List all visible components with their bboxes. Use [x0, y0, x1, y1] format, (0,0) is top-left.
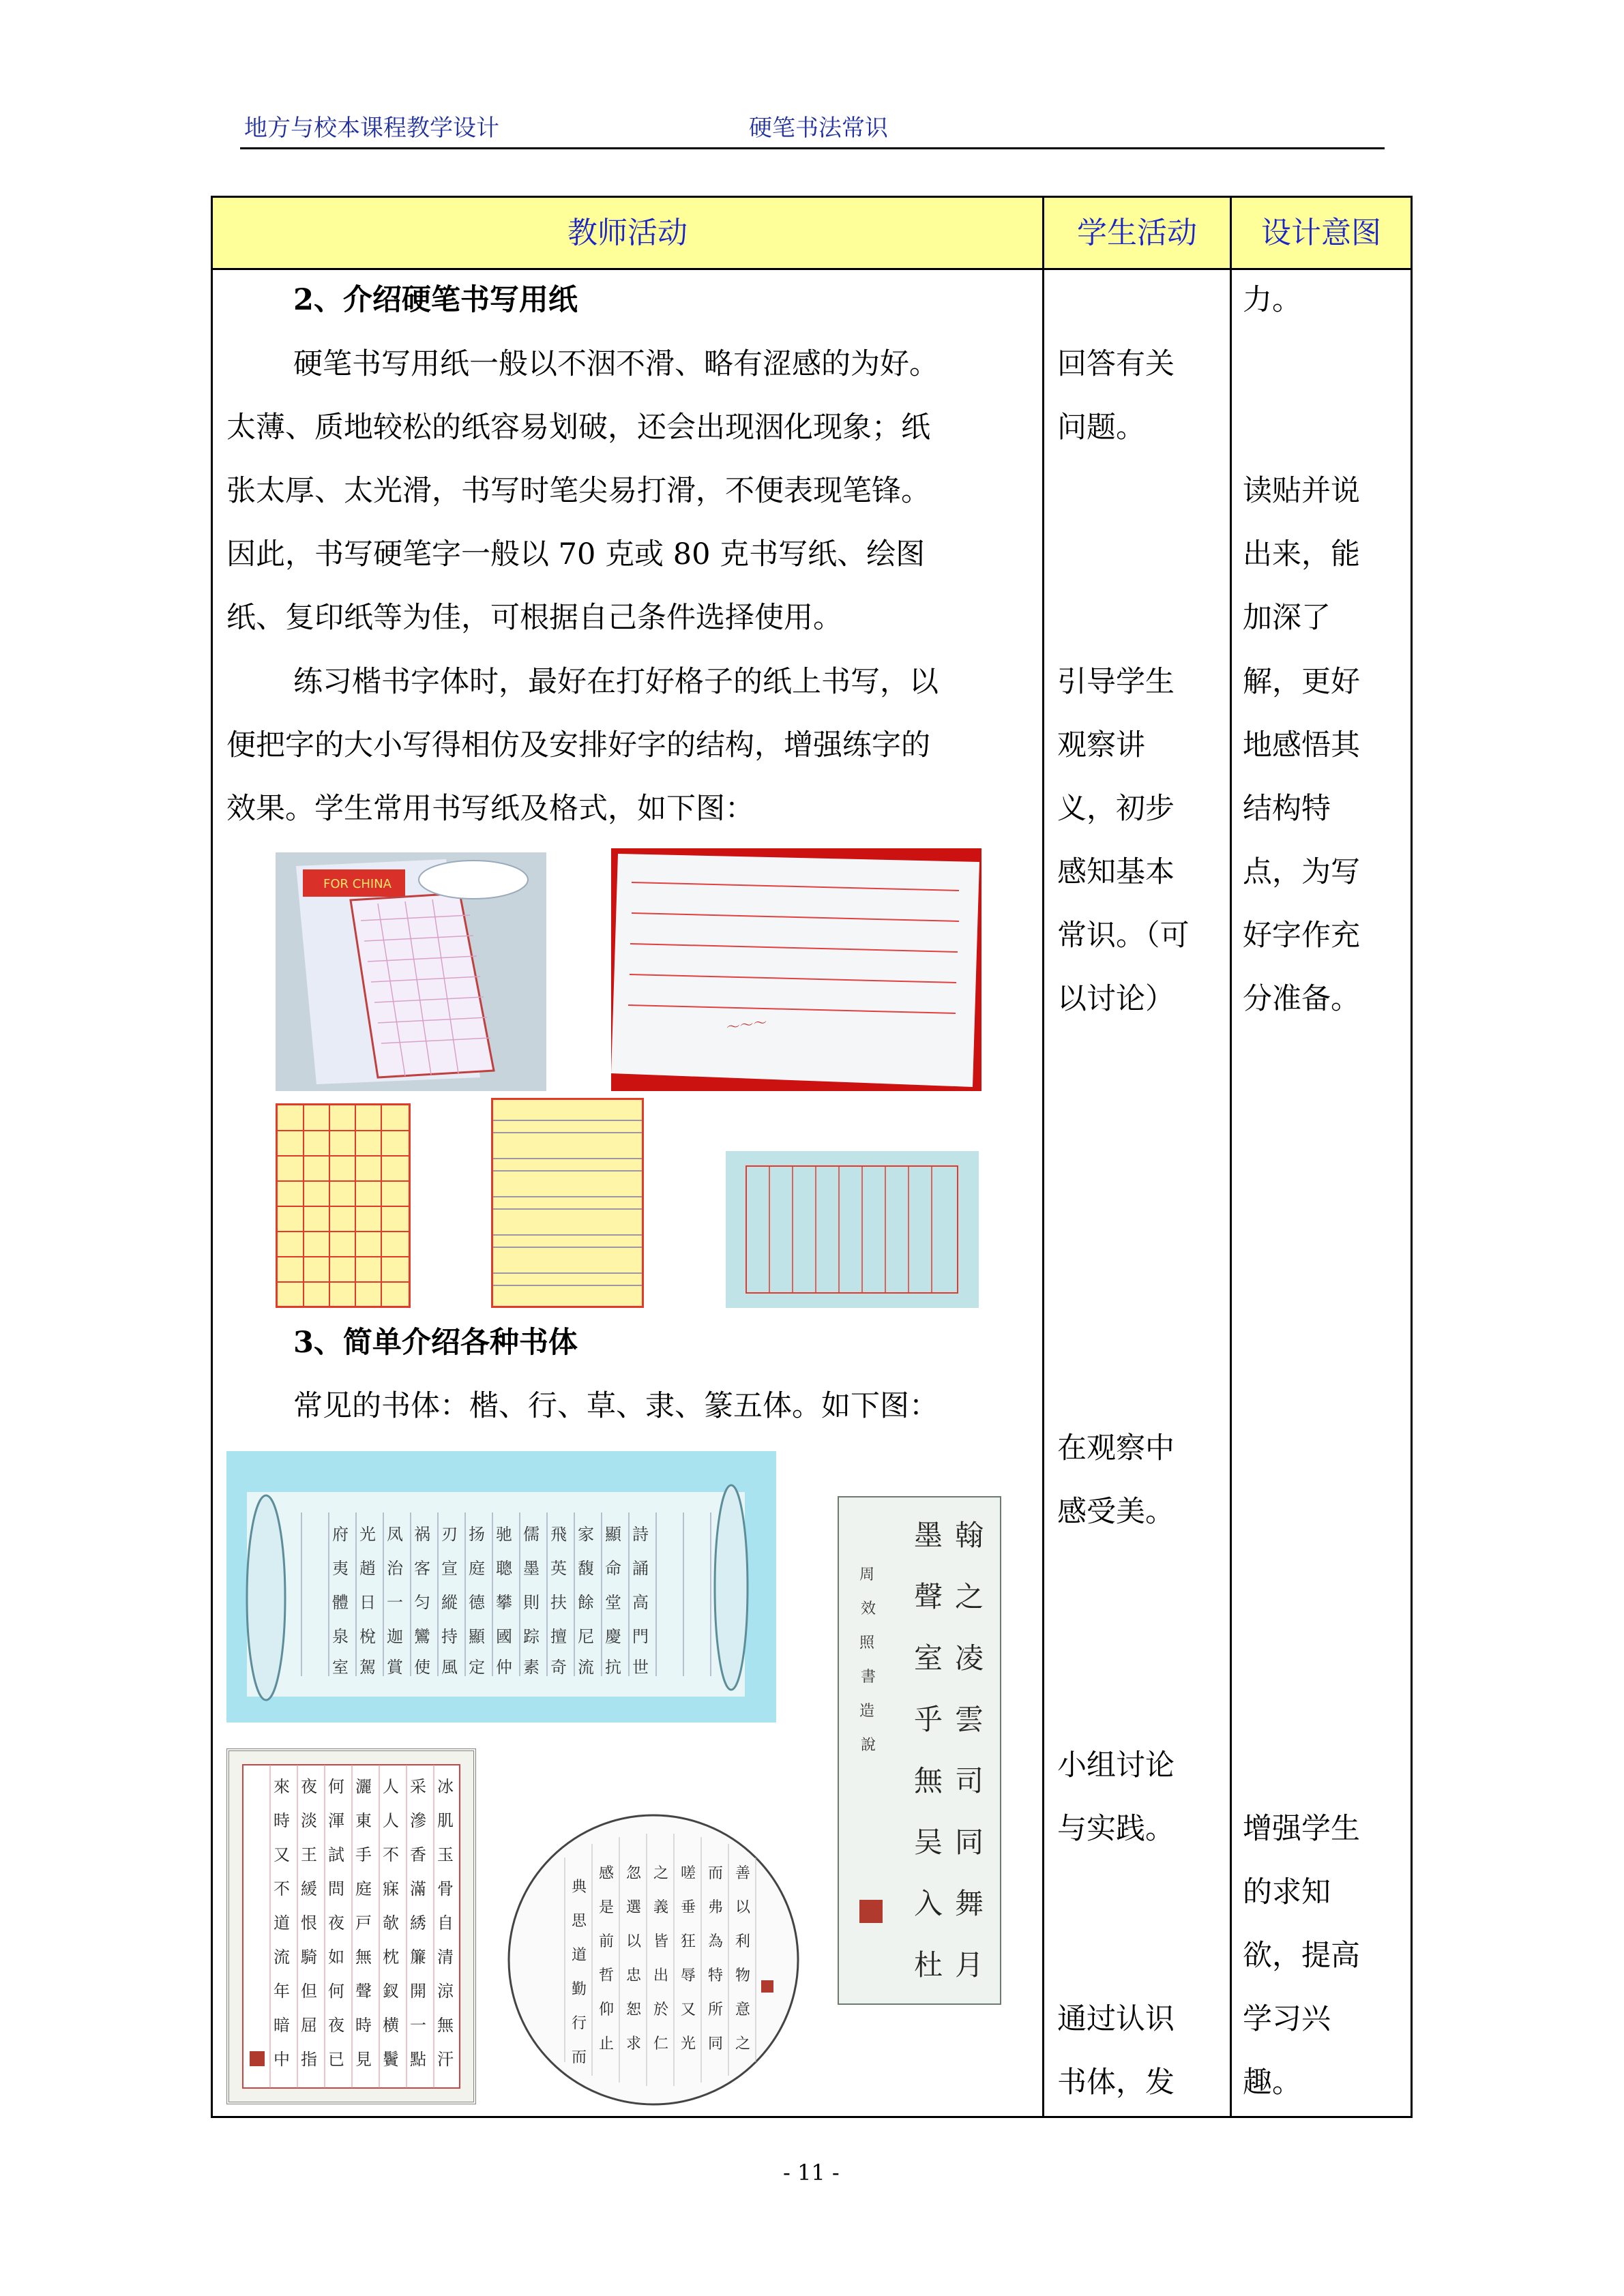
svg-text:同: 同	[708, 2036, 724, 2053]
svg-text:前: 前	[599, 1933, 615, 1950]
student-line-10: 感受美。	[1057, 1495, 1175, 1529]
svg-text:中: 中	[274, 2050, 290, 2069]
svg-text:書: 書	[861, 1669, 876, 1686]
svg-text:聲: 聲	[914, 1580, 943, 1613]
zhuanshu-vertical-sample	[838, 1496, 1001, 2005]
section-2-title: 2、介绍硬笔书写用纸	[293, 283, 578, 317]
svg-text:世: 世	[632, 1658, 649, 1677]
svg-text:使: 使	[414, 1658, 430, 1677]
paragraph-1-line-4: 因此，书写硬笔字一般以 70 克或 80 克书写纸、绘图	[226, 537, 926, 571]
svg-text:刃: 刃	[441, 1525, 458, 1544]
svg-text:物: 物	[735, 1967, 751, 1984]
svg-text:一: 一	[410, 2016, 426, 2035]
svg-text:之: 之	[735, 2036, 751, 2053]
lined-format-sample	[491, 1098, 644, 1308]
svg-text:不: 不	[383, 1845, 399, 1864]
svg-text:枕: 枕	[383, 1948, 399, 1967]
svg-text:又: 又	[274, 1845, 290, 1864]
svg-text:滲: 滲	[410, 1811, 426, 1830]
svg-text:來: 來	[274, 1777, 290, 1796]
svg-text:詩: 詩	[632, 1525, 649, 1544]
svg-text:杜: 杜	[914, 1948, 943, 1982]
design-line-7: 结构特	[1243, 792, 1331, 826]
svg-text:年: 年	[274, 1982, 290, 2001]
svg-text:素: 素	[523, 1658, 540, 1677]
student-line-4: 观察讲	[1057, 728, 1145, 762]
svg-text:客: 客	[414, 1559, 430, 1578]
svg-text:雲: 雲	[955, 1703, 984, 1736]
svg-text:道: 道	[274, 1913, 290, 1933]
svg-text:開: 開	[410, 1982, 426, 2001]
design-line-3: 出来，能	[1243, 537, 1360, 571]
svg-text:月: 月	[955, 1948, 984, 1982]
svg-text:但: 但	[301, 1982, 317, 2001]
header-rule	[240, 147, 1385, 149]
svg-text:同: 同	[955, 1825, 984, 1859]
svg-text:選: 選	[626, 1899, 642, 1916]
svg-text:肌: 肌	[437, 1811, 454, 1830]
svg-text:冰: 冰	[437, 1777, 454, 1796]
svg-text:為: 為	[708, 1933, 724, 1950]
svg-text:灑: 灑	[355, 1777, 372, 1796]
svg-text:恨: 恨	[301, 1913, 317, 1933]
svg-text:日: 日	[359, 1593, 376, 1612]
svg-text:室: 室	[914, 1641, 943, 1675]
svg-text:之: 之	[653, 1865, 669, 1882]
design-line-4: 加深了	[1243, 601, 1331, 635]
design-line-15: 趣。	[1243, 2066, 1301, 2100]
paragraph-1-line-3: 张太厚、太光滑，书写时笔尖易打滑，不便表现笔锋。	[226, 474, 930, 508]
svg-text:踪: 踪	[523, 1627, 540, 1646]
paragraph-2-line-2: 便把字的大小写得相仿及安排好字的结构，增强练字的	[226, 728, 930, 762]
paragraph-3: 常见的书体：楷、行、草、隶、篆五体。如下图：	[293, 1389, 939, 1423]
section-3-title: 3、简单介绍各种书体	[293, 1326, 578, 1360]
svg-text:無: 無	[914, 1764, 943, 1798]
svg-text:之: 之	[955, 1580, 984, 1613]
svg-text:以: 以	[735, 1899, 751, 1916]
svg-text:思: 思	[572, 1913, 587, 1930]
svg-text:於: 於	[653, 2001, 669, 2018]
svg-text:綉: 綉	[410, 1913, 426, 1933]
svg-text:趙: 趙	[359, 1559, 376, 1578]
svg-text:攀: 攀	[496, 1593, 512, 1612]
svg-text:忽: 忽	[626, 1865, 642, 1882]
svg-text:點: 點	[410, 2050, 426, 2069]
svg-text:光: 光	[681, 2036, 696, 2053]
svg-text:又: 又	[681, 2001, 696, 2018]
header-student-activity: 学生活动	[1077, 215, 1197, 250]
svg-text:恕: 恕	[626, 2001, 642, 2018]
svg-text:騎: 騎	[301, 1948, 317, 1967]
svg-text:匀: 匀	[414, 1593, 430, 1612]
svg-text:梲: 梲	[359, 1627, 376, 1646]
svg-text:泉: 泉	[332, 1627, 349, 1646]
svg-text:餘: 餘	[578, 1593, 594, 1612]
paragraph-2-line-3: 效果。学生常用书写纸及格式，如下图：	[226, 792, 754, 826]
svg-text:效: 效	[861, 1600, 876, 1617]
paragraph-1-line-2: 太薄、质地较松的纸容易划破，还会出现洇化现象；纸	[226, 411, 930, 445]
student-line-3: 引导学生	[1057, 665, 1175, 699]
svg-text:而: 而	[708, 1865, 724, 1882]
svg-text:弗: 弗	[708, 1899, 724, 1916]
svg-text:欹: 欹	[383, 1913, 399, 1933]
svg-text:墨: 墨	[914, 1519, 943, 1552]
svg-text:勤: 勤	[572, 1981, 587, 1998]
header-teacher-activity: 教师活动	[567, 215, 688, 250]
svg-text:戸: 戸	[355, 1913, 372, 1933]
svg-text:仲: 仲	[496, 1658, 512, 1677]
student-line-5: 义，初步	[1057, 792, 1175, 826]
svg-text:門: 門	[632, 1627, 649, 1646]
svg-text:祸: 祸	[414, 1525, 430, 1544]
design-line-6: 地感悟其	[1243, 728, 1360, 762]
svg-text:入: 入	[914, 1887, 943, 1920]
svg-text:驰: 驰	[496, 1525, 512, 1544]
svg-text:扬: 扬	[469, 1525, 485, 1544]
svg-text:吴: 吴	[914, 1825, 943, 1859]
svg-text:聰: 聰	[496, 1559, 512, 1578]
svg-text:國: 國	[496, 1627, 512, 1646]
svg-text:垂: 垂	[681, 1899, 696, 1916]
svg-text:〜〜〜: 〜〜〜	[725, 1013, 769, 1036]
svg-text:一: 一	[387, 1593, 403, 1612]
svg-text:人: 人	[383, 1811, 399, 1830]
svg-text:涼: 涼	[437, 1982, 454, 2001]
svg-text:寐: 寐	[383, 1879, 399, 1898]
svg-text:流: 流	[578, 1658, 594, 1677]
svg-text:簾: 簾	[410, 1948, 426, 1967]
paragraph-1-line-5: 纸、复印纸等为佳，可根据自己条件选择使用。	[226, 601, 842, 635]
svg-text:家: 家	[578, 1525, 594, 1544]
page-number: - 11 -	[783, 2160, 840, 2186]
svg-text:司: 司	[955, 1764, 984, 1798]
svg-text:渾: 渾	[328, 1811, 344, 1830]
svg-text:抗: 抗	[605, 1658, 621, 1677]
svg-text:見: 見	[355, 2050, 372, 2069]
svg-text:乎: 乎	[914, 1703, 943, 1736]
svg-text:仁: 仁	[653, 2036, 669, 2053]
svg-text:夜: 夜	[328, 1913, 344, 1933]
design-line-9: 好字作充	[1243, 919, 1360, 953]
svg-text:出: 出	[653, 1967, 669, 1984]
svg-text:利: 利	[735, 1933, 751, 1950]
svg-text:持: 持	[441, 1627, 458, 1646]
svg-text:試: 試	[328, 1845, 344, 1864]
svg-text:求: 求	[626, 2036, 642, 2053]
paragraph-1-line-1: 硬笔书写用纸一般以不洇不滑、略有涩感的为好。	[293, 347, 939, 381]
xingshu-framed-sample	[226, 1748, 476, 2104]
svg-text:則: 則	[523, 1593, 540, 1612]
svg-text:聲: 聲	[355, 1982, 372, 2001]
svg-text:奇: 奇	[550, 1658, 567, 1677]
svg-text:時: 時	[355, 2016, 372, 2035]
svg-text:室: 室	[332, 1658, 349, 1677]
svg-text:鸞: 鸞	[414, 1627, 430, 1646]
svg-text:賞: 賞	[387, 1658, 403, 1677]
svg-text:辱: 辱	[681, 1967, 696, 1984]
svg-text:骨: 骨	[437, 1879, 454, 1898]
svg-text:擅: 擅	[550, 1627, 567, 1646]
svg-text:緩: 緩	[301, 1879, 317, 1898]
svg-text:英: 英	[550, 1559, 567, 1578]
svg-text:玉: 玉	[437, 1845, 454, 1864]
design-line-8: 点，为写	[1243, 855, 1360, 889]
svg-text:駕: 駕	[359, 1658, 376, 1677]
svg-text:横: 横	[383, 2016, 399, 2035]
svg-text:舞: 舞	[955, 1887, 984, 1920]
svg-text:庭: 庭	[469, 1559, 485, 1578]
svg-text:光: 光	[359, 1525, 376, 1544]
svg-text:人: 人	[383, 1777, 399, 1796]
svg-text:狂: 狂	[681, 1933, 696, 1950]
svg-text:翰: 翰	[955, 1519, 984, 1552]
header-course-title: 地方与校本课程教学设计	[244, 115, 499, 142]
svg-text:采: 采	[410, 1777, 426, 1796]
svg-text:如: 如	[328, 1948, 344, 1967]
design-line-14: 学习兴	[1243, 2002, 1331, 2036]
svg-text:高: 高	[632, 1593, 649, 1612]
design-line-1: 力。	[1243, 283, 1301, 317]
svg-text:所: 所	[708, 2001, 724, 2018]
svg-text:風: 風	[441, 1658, 458, 1677]
svg-text:而: 而	[572, 2049, 587, 2066]
svg-text:鬢: 鬢	[383, 2050, 399, 2069]
design-line-10: 分准备。	[1243, 982, 1360, 1016]
svg-text:命: 命	[605, 1559, 621, 1578]
svg-text:屈: 屈	[301, 2016, 317, 2035]
design-line-5: 解，更好	[1243, 665, 1360, 699]
svg-text:宣: 宣	[441, 1559, 458, 1578]
notebook-brand-label: FOR CHINA	[323, 877, 392, 891]
svg-text:造: 造	[859, 1703, 875, 1720]
svg-text:是: 是	[599, 1899, 615, 1916]
svg-text:治: 治	[387, 1559, 403, 1578]
svg-text:馥: 馥	[578, 1559, 594, 1578]
svg-text:飛: 飛	[550, 1525, 567, 1544]
svg-text:滿: 滿	[410, 1879, 426, 1898]
svg-text:體: 體	[332, 1593, 349, 1612]
svg-text:定: 定	[469, 1658, 485, 1677]
svg-text:汗: 汗	[437, 2050, 454, 2069]
svg-text:哲: 哲	[599, 1967, 615, 1984]
svg-text:何: 何	[328, 1777, 344, 1796]
svg-text:凤: 凤	[387, 1525, 403, 1544]
svg-text:時: 時	[274, 1811, 290, 1830]
svg-text:縱: 縱	[441, 1593, 458, 1612]
grid-notebook-photo	[276, 852, 546, 1091]
svg-text:府: 府	[332, 1525, 349, 1544]
svg-text:淡: 淡	[301, 1811, 317, 1830]
student-line-14: 书体，发	[1057, 2066, 1175, 2100]
svg-text:仰: 仰	[599, 2001, 615, 2018]
student-line-2: 问题。	[1057, 411, 1145, 445]
svg-text:典: 典	[572, 1879, 587, 1896]
svg-text:墨: 墨	[523, 1559, 540, 1578]
vertical-column-sample	[726, 1151, 979, 1308]
student-line-12: 与实践。	[1057, 1812, 1175, 1846]
student-line-1: 回答有关	[1057, 347, 1175, 381]
svg-text:已: 已	[328, 2050, 344, 2069]
svg-text:特: 特	[708, 1967, 724, 1984]
student-line-7: 常识。（可	[1057, 919, 1190, 953]
svg-text:慶: 慶	[605, 1627, 621, 1646]
svg-text:善: 善	[735, 1865, 751, 1882]
student-line-6: 感知基本	[1057, 855, 1175, 889]
svg-text:皆: 皆	[653, 1933, 669, 1950]
svg-text:行: 行	[572, 2015, 587, 2032]
svg-text:誦: 誦	[632, 1559, 649, 1578]
design-line-11: 增强学生	[1243, 1812, 1360, 1846]
svg-text:釵: 釵	[383, 1982, 399, 2001]
column-divider-1	[1042, 198, 1044, 2116]
svg-text:王: 王	[301, 1845, 317, 1864]
svg-text:香: 香	[410, 1845, 426, 1864]
svg-text:道: 道	[572, 1947, 587, 1964]
svg-text:何: 何	[328, 1982, 344, 2001]
svg-text:堂: 堂	[605, 1593, 621, 1612]
svg-text:不: 不	[274, 1879, 290, 1898]
svg-text:東: 東	[355, 1811, 372, 1830]
svg-text:儒: 儒	[523, 1525, 540, 1544]
design-line-2: 读贴并说	[1243, 474, 1360, 508]
svg-text:夜: 夜	[301, 1777, 317, 1796]
svg-text:忠: 忠	[626, 1967, 642, 1984]
svg-text:無: 無	[437, 2016, 454, 2035]
svg-text:感: 感	[599, 1865, 615, 1882]
svg-text:暗: 暗	[274, 2016, 290, 2035]
svg-text:德: 德	[469, 1593, 485, 1612]
svg-text:照: 照	[859, 1635, 875, 1652]
svg-text:流: 流	[274, 1948, 290, 1967]
column-divider-2	[1230, 198, 1232, 2116]
svg-text:凌: 凌	[955, 1641, 984, 1675]
svg-text:顯: 顯	[605, 1525, 621, 1544]
svg-text:迦: 迦	[387, 1627, 403, 1646]
student-line-11: 小组讨论	[1057, 1748, 1175, 1783]
svg-text:問: 問	[328, 1879, 344, 1898]
lined-paper-photo	[611, 848, 981, 1091]
design-line-13: 欲，提高	[1243, 1939, 1360, 1973]
svg-text:夜: 夜	[328, 2016, 344, 2035]
svg-text:義: 義	[653, 1899, 669, 1916]
svg-text:指: 指	[301, 2050, 317, 2069]
header-topic-title: 硬笔书法常识	[749, 115, 888, 142]
svg-text:庭: 庭	[355, 1879, 372, 1898]
kaishu-scroll-sample	[226, 1451, 776, 1723]
svg-text:止: 止	[599, 2036, 615, 2053]
tianzi-grid-sample	[276, 1103, 411, 1308]
svg-text:意: 意	[735, 2001, 751, 2018]
design-line-12: 的求知	[1243, 1875, 1331, 1909]
svg-text:清: 清	[437, 1948, 454, 1967]
svg-text:說: 說	[861, 1737, 876, 1754]
svg-text:無: 無	[355, 1948, 372, 1967]
student-line-8: 以讨论）	[1057, 982, 1175, 1016]
paragraph-2-line-1: 练习楷书字体时，最好在打好格子的纸上书写，以	[293, 665, 939, 699]
svg-text:夷: 夷	[332, 1559, 349, 1578]
svg-text:手: 手	[355, 1845, 372, 1864]
student-line-13: 通过认识	[1057, 2002, 1175, 2036]
svg-text:顯: 顯	[469, 1627, 485, 1646]
svg-text:周: 周	[859, 1566, 875, 1583]
svg-text:自: 自	[437, 1913, 454, 1933]
svg-text:以: 以	[626, 1933, 642, 1950]
header-design-intent: 设计意图	[1261, 215, 1381, 250]
student-line-9: 在观察中	[1057, 1431, 1175, 1465]
svg-text:扶: 扶	[550, 1593, 567, 1612]
svg-text:尼: 尼	[578, 1627, 594, 1646]
lishu-round-fan-sample	[503, 1810, 803, 2110]
svg-text:嗟: 嗟	[681, 1865, 696, 1882]
